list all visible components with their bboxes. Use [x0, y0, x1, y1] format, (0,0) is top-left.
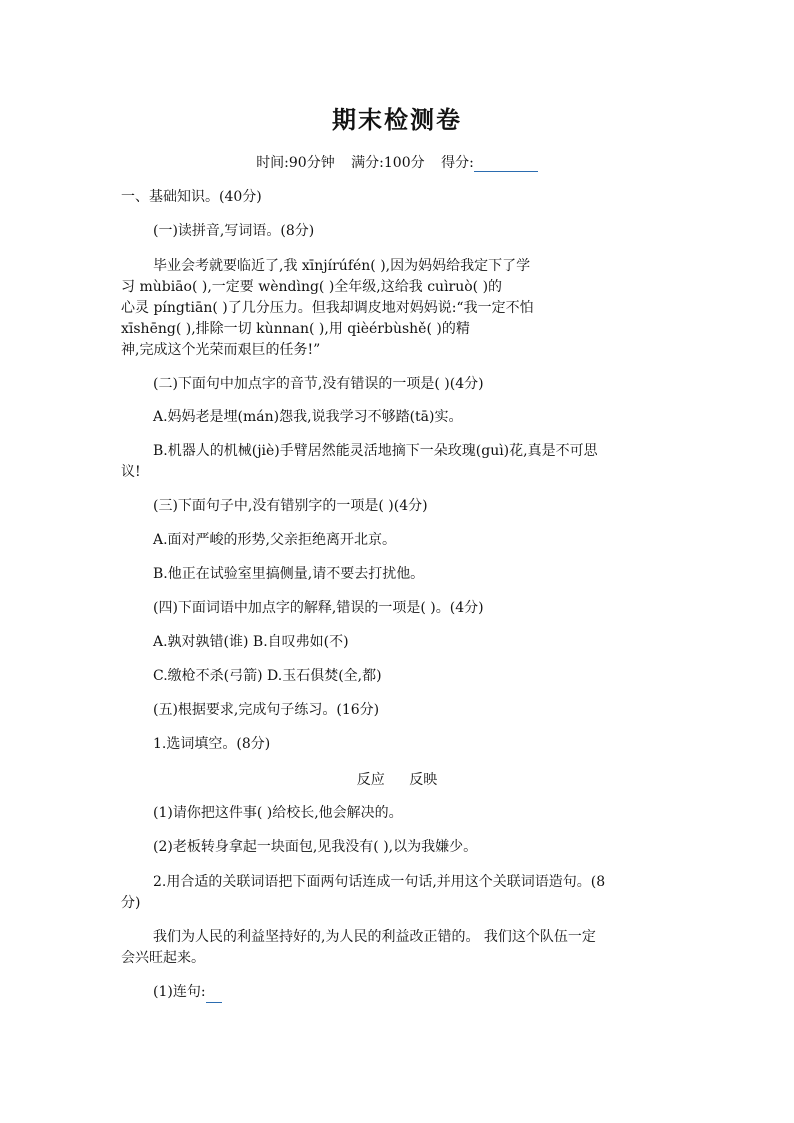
exam-meta — [0, 152, 794, 172]
question-5-sentence-1: (1)请你把这件事( )给校长,他会解决的。 — [153, 805, 403, 821]
question-5-sub-1: 1.选词填空。(8分) — [153, 736, 271, 752]
connect-answer-blank[interactable] — [206, 988, 222, 1003]
page-title: 期末检测卷 — [332, 105, 462, 134]
question-5-given-sentence: 我们为人民的利益坚持好的,为人民的利益改正错的。 我们这个队伍一定 — [153, 929, 596, 945]
question-4-options-ab: A.孰对孰错(谁) B.自叹弗如(不) — [153, 634, 349, 650]
question-2-option-b-cont: 议! — [121, 464, 141, 480]
word-choice-2: 反映 — [409, 772, 438, 788]
question-1-line-2: 习 mùbiāo( ),一定要 wèndìng( )全年级,这给我 cuìruò( )的 — [121, 279, 503, 295]
score-label: 得分: — [441, 155, 474, 171]
section-heading: 一、基础知识。(40分) — [121, 189, 262, 205]
word-choice-1: 反应 — [356, 772, 385, 788]
score-blank[interactable] — [474, 157, 538, 172]
question-5-given-sentence-cont: 会兴旺起来。 — [121, 950, 205, 966]
question-1-line-3: 心灵 píngtiān( )了几分压力。但我却调皮地对妈妈说:“我一定不怕 — [121, 300, 534, 316]
question-5-sub-2: 2.用合适的关联词语把下面两句话连成一句话,并用这个关联词语造句。(8 — [153, 874, 606, 890]
question-4-options-cd: C.缴枪不杀(弓箭) D.玉石俱焚(全,都) — [153, 668, 382, 684]
question-1-line-1: 毕业会考就要临近了,我 xīnjírúfén( ),因为妈妈给我定下了学 — [153, 258, 531, 274]
word-choices — [0, 769, 794, 789]
question-5-heading: (五)根据要求,完成句子练习。(16分) — [153, 702, 380, 718]
question-4-heading: (四)下面词语中加点字的解释,错误的一项是( )。(4分) — [153, 600, 484, 616]
question-5-sentence-2: (2)老板转身拿起一块面包,见我没有( ),以为我嫌少。 — [153, 839, 478, 855]
question-1-line-5: 神,完成这个光荣而艰巨的任务!” — [121, 342, 321, 358]
question-2-heading: (二)下面句中加点字的音节,没有错误的一项是( )(4分) — [153, 376, 484, 392]
question-2-option-a: A.妈妈老是埋(mán)怨我,说我学习不够踏(tā)实。 — [153, 409, 463, 425]
question-1-heading: (一)读拼音,写词语。(8分) — [153, 223, 315, 239]
question-2-option-b: B.机器人的机械(jiè)手臂居然能灵活地摘下一朵玫瑰(guì)花,真是不可思 — [153, 443, 598, 459]
full-score-label: 满分:100分 — [351, 155, 425, 171]
time-label: 时间:90分钟 — [256, 155, 335, 171]
question-3-heading: (三)下面句子中,没有错别字的一项是( )(4分) — [153, 498, 428, 514]
score-field[interactable] — [441, 155, 538, 171]
question-1-line-4: xīshēng( ),排除一切 kùnnan( ),用 qièérbùshě( )的精 — [121, 321, 470, 337]
question-3-option-b: B.他正在试验室里搞侧量,请不要去打扰他。 — [153, 566, 425, 582]
connect-answer-row — [153, 982, 677, 1003]
connect-label: (1)连句: — [153, 984, 206, 1000]
question-5-sub-2-cont: 分) — [121, 895, 141, 911]
question-3-option-a: A.面对严峻的形势,父亲拒绝离开北京。 — [153, 532, 397, 548]
